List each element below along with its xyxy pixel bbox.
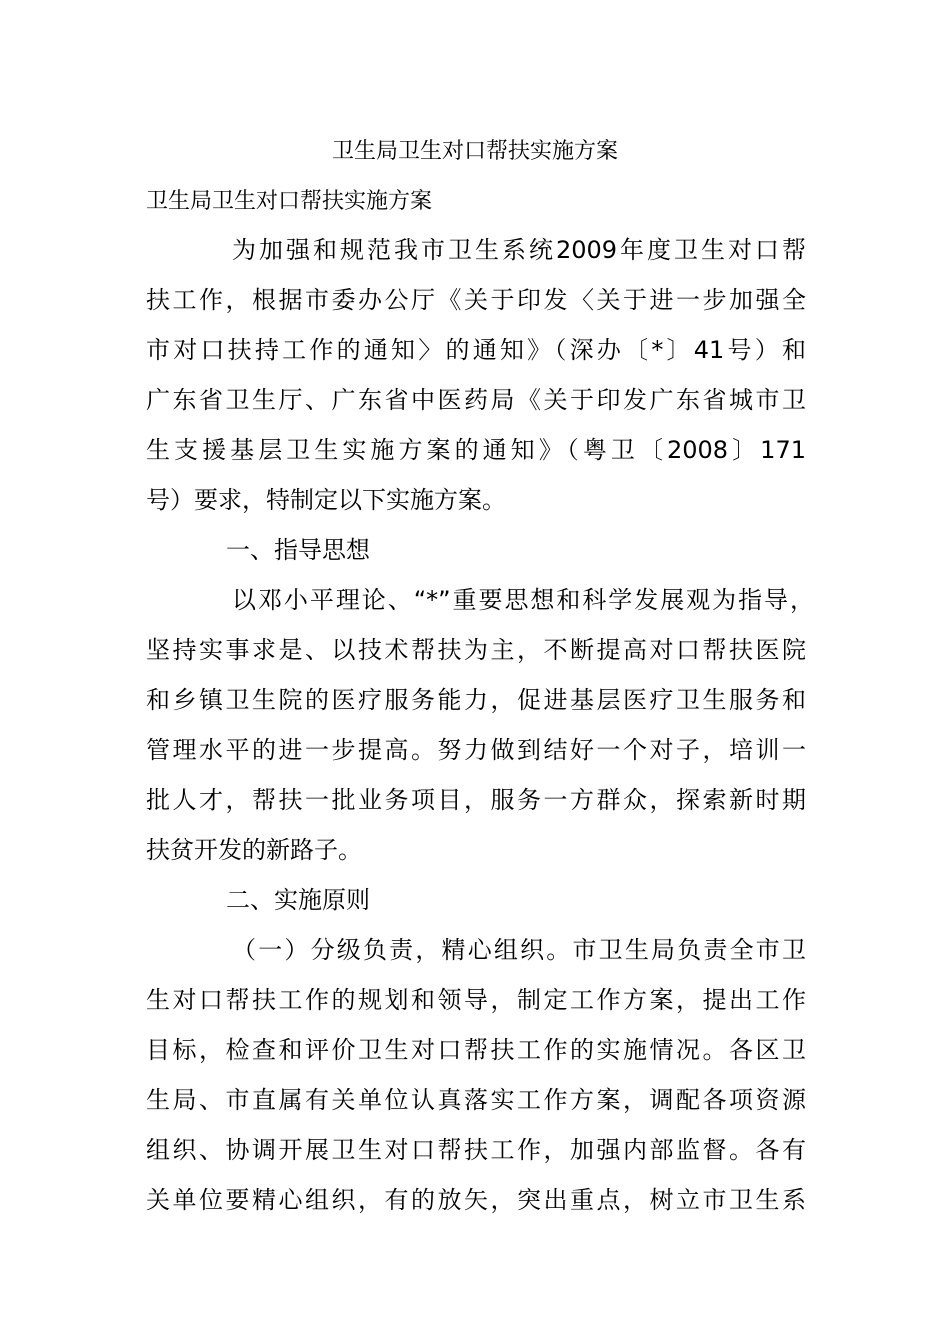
paragraph-line: （一）分级负责，精心组织。市卫生局负责全市卫	[232, 936, 806, 964]
paragraph-line: 扶贫开发的新路子。	[146, 836, 362, 864]
paragraph-line: 生局、市直属有关单位认真落实工作方案，调配各项资源	[146, 1086, 806, 1114]
paragraph-line: 广东省卫生厅、广东省中医药局《关于印发广东省城市卫	[146, 386, 806, 414]
paragraph-line: 以邓小平理论、“*”重要思想和科学发展观为指导，	[232, 586, 814, 614]
paragraph-line: 市对口扶持工作的通知〉的通知》（深办〔*〕41号）和	[146, 336, 806, 364]
paragraph-line: 扶工作，根据市委办公厅《关于印发〈关于进一步加强全	[146, 286, 806, 314]
document-title: 卫生局卫生对口帮扶实施方案	[331, 139, 618, 164]
paragraph-line: 批人才，帮扶一批业务项目，服务一方群众，探索新时期	[146, 786, 806, 814]
paragraph-line: 和乡镇卫生院的医疗服务能力，促进基层医疗卫生服务和	[146, 686, 806, 714]
section-heading: 二、实施原则	[226, 886, 370, 914]
paragraph-line: 关单位要精心组织，有的放矢，突出重点，树立市卫生系	[146, 1186, 806, 1214]
document-subtitle: 卫生局卫生对口帮扶实施方案	[146, 189, 433, 214]
paragraph-line: 生支援基层卫生实施方案的通知》（粤卫〔2008〕171	[146, 436, 806, 464]
paragraph-line: 组织、协调开展卫生对口帮扶工作，加强内部监督。各有	[146, 1136, 806, 1164]
section-heading: 一、指导思想	[226, 536, 370, 564]
paragraph-line: 管理水平的进一步提高。努力做到结好一个对子，培训一	[146, 736, 806, 764]
paragraph-line: 坚持实事求是、以技术帮扶为主，不断提高对口帮扶医院	[146, 636, 806, 664]
paragraph-line: 目标，检查和评价卫生对口帮扶工作的实施情况。各区卫	[146, 1036, 806, 1064]
paragraph-line: 号）要求，特制定以下实施方案。	[146, 486, 506, 514]
paragraph-line: 为加强和规范我市卫生系统2009年度卫生对口帮	[232, 236, 806, 264]
paragraph-line: 生对口帮扶工作的规划和领导，制定工作方案，提出工作	[146, 986, 806, 1014]
